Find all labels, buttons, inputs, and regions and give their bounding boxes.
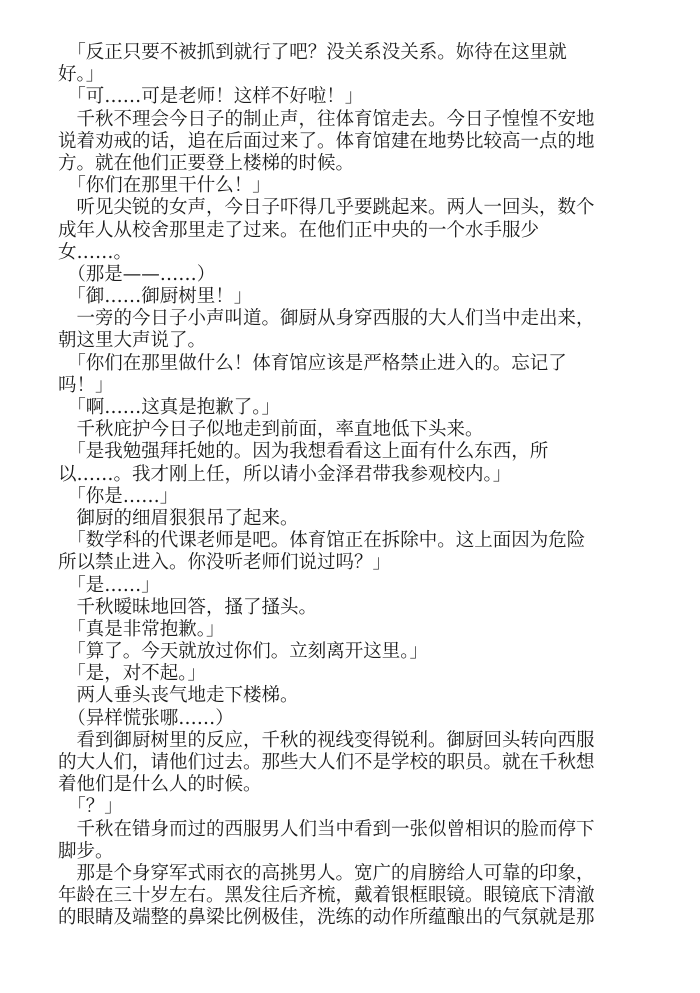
text-line: 好。」: [58, 64, 105, 86]
text-line: 一旁的今日子小声叫道。御厨从身穿西服的大人们当中走出来，: [58, 308, 595, 330]
text-line: 成年人从校舍那里走了过来。在他们正中央的一个水手服少: [58, 219, 540, 241]
text-line: 脚步。: [58, 840, 114, 862]
text-line: 「可……可是老师！这样不好啦！」: [58, 86, 364, 108]
text-line: 「你们在那里做什么！体育馆应该是严格禁止进入的。忘记了: [58, 352, 567, 374]
text-line: 看到御厨树里的反应，千秋的视线变得锐利。御厨回头转向西服: [58, 729, 595, 751]
text-line: 「是我勉强拜托她的。因为我想看看这上面有什么东西，所: [58, 441, 549, 463]
text-line: 「数学科的代课老师是吧。体育馆正在拆除中。这上面因为危险: [58, 530, 586, 552]
text-line: 所以禁止进入。你没听老师们说过吗？」: [58, 552, 392, 574]
text-line: 「？」: [58, 796, 123, 818]
text-line: 说着劝戒的话，追在后面过来了。体育馆建在地势比较高一点的地: [58, 130, 595, 152]
text-line: 的大人们，请他们过去。那些大人们不是学校的职员。就在千秋想: [58, 752, 595, 773]
text-line: 朝这里大声说了。: [58, 330, 207, 352]
text-line: 千秋在错身而过的西服男人们当中看到一张似曾相识的脸而停下: [58, 818, 595, 840]
text-line: 千秋庇护今日子似地走到前面，率直地低下头来。: [58, 419, 484, 441]
text-line: 两人垂头丧气地走下楼梯。: [58, 685, 299, 707]
text-line: 「你们在那里干什么！」: [58, 175, 271, 197]
text-line: 「啊……这真是抱歉了。」: [58, 397, 281, 418]
text-line: 「是……」: [58, 574, 160, 596]
text-line: 吗！」: [58, 374, 114, 396]
text-line: 「你是……」: [58, 485, 179, 507]
document-page: [58, 42, 638, 930]
text-line: 着他们是什么人的时候。: [58, 774, 262, 796]
text-line: 「反正只要不被抓到就行了吧？没关系没关系。妳待在这里就: [58, 42, 567, 63]
text-line: 「算了。今天就放过你们。立刻离开这里。」: [58, 641, 429, 663]
text-line: （那是——……）: [58, 263, 216, 285]
text-line: 那是个身穿军式雨衣的高挑男人。宽广的肩膀给人可靠的印象，: [58, 862, 595, 884]
text-line: （异样慌张哪……）: [58, 707, 234, 729]
text-line: 千秋不理会今日子的制止声，往体育馆走去。今日子惶惶不安地: [58, 108, 595, 130]
text-line: 「是，对不起。」: [58, 663, 207, 685]
text-line: 女……。: [58, 241, 133, 263]
text-line: 听见尖锐的女声，今日子吓得几乎要跳起来。两人一回头，数个: [58, 197, 595, 219]
text-line: 的眼睛及端整的鼻梁比例极佳，洗练的动作所蕴酿出的气氛就是那: [58, 907, 595, 929]
text-line: 「御……御厨树里！」: [58, 286, 253, 308]
text-line: 方。就在他们正要登上楼梯的时候。: [58, 152, 355, 174]
text-line: 千秋暧昧地回答，搔了搔头。: [58, 596, 318, 618]
text-line: 年龄在三十岁左右。黑发往后齐梳，戴着银框眼镜。眼镜底下清澈: [58, 885, 595, 907]
text-line: 「真是非常抱歉。」: [58, 618, 225, 640]
text-line: 御厨的细眉狠狠吊了起来。: [58, 507, 299, 529]
text-line: 以……。我才刚上任，所以请小金泽君带我参观校内。」: [58, 463, 512, 485]
